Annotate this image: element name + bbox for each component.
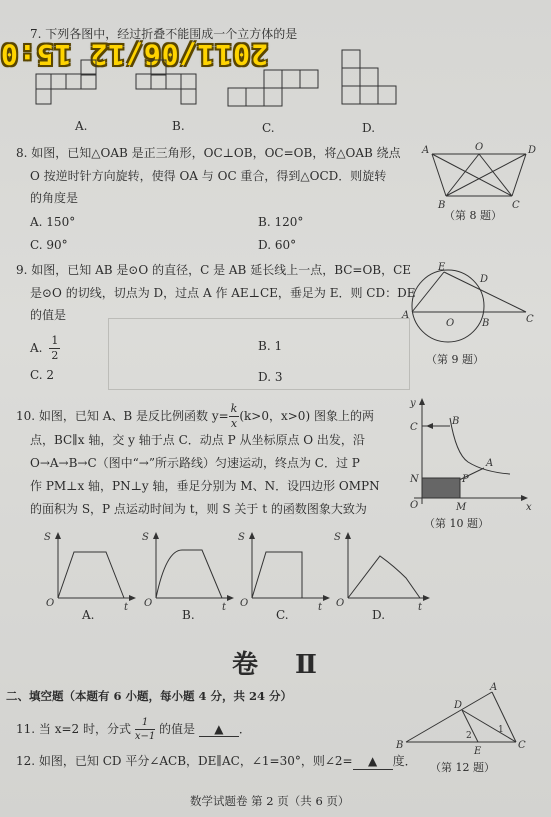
q9-option-a: A. $\frac{1}{2}$ bbox=[30, 334, 59, 362]
q9-label-c: C bbox=[526, 314, 534, 325]
q7-net-a bbox=[36, 60, 126, 108]
q10-fig-label-o: O bbox=[410, 500, 419, 511]
q8-stem-line1: 8. 如图，已知△OAB 是正三角形，OC⊥OB，OC=OB，将△OAB 绕点 bbox=[16, 146, 401, 160]
svg-text:t: t bbox=[318, 602, 323, 613]
q9-stem-line1: 9. 如图，已知 AB 是⊙O 的直径，C 是 AB 延长线上一点，BC=OB，CE bbox=[16, 263, 412, 277]
q8-option-c: C. 90° bbox=[30, 238, 68, 252]
svg-text:S: S bbox=[44, 532, 51, 543]
q10-fig-label-b: B bbox=[452, 416, 460, 427]
q12-figure bbox=[392, 684, 532, 756]
q10-fig-label-y: y bbox=[410, 398, 416, 409]
q10-graph-b bbox=[142, 530, 234, 613]
q8-stem-line2: O 按逆时针方向旋转，使得 OA 与 OC 重合，得到△OCD．则旋转 bbox=[30, 169, 387, 183]
q10-frac-den: x bbox=[230, 417, 238, 430]
q9-option-c: C. 2 bbox=[30, 368, 55, 382]
q12-caption: （第 12 题） bbox=[430, 761, 495, 774]
page-footer: 数学试题卷 第 2 页（共 6 页） bbox=[190, 794, 350, 808]
date-timestamp: 2011/06/12 15:0 bbox=[0, 38, 268, 71]
q10-fig-label-a: A bbox=[486, 458, 494, 469]
q10-graph-a bbox=[44, 530, 136, 613]
svg-text:S: S bbox=[238, 532, 245, 543]
q12-answer-blank[interactable]: ▲ bbox=[353, 753, 393, 770]
q11-frac-num: 1 bbox=[135, 716, 155, 730]
q12-label-c: C bbox=[518, 740, 526, 751]
q10-option-d: D. bbox=[372, 608, 386, 622]
q7-option-d: D. bbox=[362, 121, 376, 135]
q9-figure bbox=[402, 262, 538, 344]
q10-fig-label-m: M bbox=[456, 502, 467, 513]
q9-stem-line3: 的值是 bbox=[30, 308, 67, 322]
q9-label-o: O bbox=[446, 318, 455, 329]
svg-text:t: t bbox=[418, 602, 423, 613]
q10-stem-line5: 的面积为 S，P 点运动时间为 t，则 S 关于 t 的函数图象大致为 bbox=[30, 502, 367, 516]
q9-stem-line2: 是⊙O 的切线，切点为 D，过点 A 作 AE⊥CE，垂足为 E．则 CD：DE bbox=[30, 286, 416, 300]
q7-stem: 7. 下列各图中，经过折叠不能围成一个立方体的是 bbox=[30, 27, 298, 41]
section-heading: 二、填空题（本题有 6 小题，每小题 4 分，共 24 分） bbox=[6, 689, 293, 703]
q8-label-b: B bbox=[438, 200, 446, 211]
svg-text:O: O bbox=[336, 598, 345, 609]
q10-fig-label-c: C bbox=[410, 422, 418, 433]
q8-caption: （第 8 题） bbox=[444, 209, 502, 222]
q10-stem-line3: O→A→B→C（图中“→”所示路线）匀速运动，终点为 C．过 P bbox=[30, 456, 360, 470]
q8-label-a: A bbox=[422, 145, 430, 156]
q12-label-2: 2 bbox=[466, 731, 472, 741]
q8-option-b: B. 120° bbox=[258, 215, 304, 229]
q12-label-d: D bbox=[454, 700, 463, 711]
q10-caption: （第 10 题） bbox=[424, 517, 489, 530]
q9-option-a-num: 1 bbox=[51, 334, 59, 347]
q10-figure bbox=[406, 394, 536, 514]
svg-text:t: t bbox=[124, 602, 129, 613]
q9-option-d: D. 3 bbox=[258, 370, 283, 384]
q7-option-c: C. bbox=[262, 121, 275, 135]
q7-option-a: A. bbox=[75, 119, 88, 133]
q11-frac-den: x−1 bbox=[134, 731, 156, 742]
q10-graph-c bbox=[238, 530, 330, 613]
q7-net-c bbox=[228, 70, 323, 110]
q10-fig-label-x: x bbox=[526, 502, 532, 513]
q7-option-b: B. bbox=[172, 119, 185, 133]
q8-stem-line3: 的角度是 bbox=[30, 191, 79, 205]
q8-label-c: C bbox=[512, 200, 520, 211]
svg-text:S: S bbox=[334, 532, 341, 543]
q10-frac-num: k bbox=[230, 402, 238, 415]
q10-option-b: B. bbox=[182, 608, 195, 622]
q9-caption: （第 9 题） bbox=[426, 353, 484, 366]
q10-stem-line1: 10. 如图，已知 A、B 是反比例函数 y= $\frac{k}{x}$ (k>0，x>0) 图象上的两 bbox=[16, 402, 374, 430]
q12-label-1: 1 bbox=[498, 725, 504, 735]
svg-text:O: O bbox=[144, 598, 153, 609]
svg-text:O: O bbox=[240, 598, 249, 609]
q10-stem-line2: 点，BC∥x 轴，交 y 轴于点 C．动点 P 从坐标原点 O 出发，沿 bbox=[30, 433, 365, 447]
q7-net-d bbox=[342, 50, 402, 110]
q9-label-e: E bbox=[438, 262, 446, 273]
q9-label-d: D bbox=[480, 274, 489, 285]
q8-label-d: D bbox=[528, 145, 537, 156]
q12-label-b: B bbox=[396, 740, 404, 751]
q12-stem: 12. 如图，已知 CD 平分∠ACB，DE∥AC，∠1=30°，则∠2= ▲ 度． bbox=[16, 754, 417, 768]
q12-label-e: E bbox=[474, 746, 482, 757]
q9-label-b: B bbox=[482, 318, 490, 329]
q9-option-a-den: 2 bbox=[51, 349, 59, 362]
q9-option-b: B. 1 bbox=[258, 339, 283, 353]
q10-stem-line4: 作 PM⊥x 轴，PN⊥y 轴，垂足分别为 M、N．设四边形 OMPN bbox=[30, 479, 380, 493]
q12-label-a: A bbox=[490, 682, 498, 693]
q8-figure bbox=[420, 140, 540, 212]
q8-option-a: A. 150° bbox=[30, 215, 76, 229]
q10-graph-d bbox=[334, 530, 432, 613]
q9-label-a: A bbox=[402, 310, 410, 321]
q7-net-b bbox=[136, 60, 226, 108]
q10-option-c: C. bbox=[276, 608, 289, 622]
svg-text:t: t bbox=[222, 602, 227, 613]
part-title: 卷 Ⅱ bbox=[232, 650, 331, 680]
q8-label-o: O bbox=[475, 142, 484, 153]
q10-fig-label-p: P bbox=[462, 474, 469, 485]
svg-text:S: S bbox=[142, 532, 149, 543]
q8-option-d: D. 60° bbox=[258, 238, 297, 252]
svg-text:O: O bbox=[46, 598, 55, 609]
q11-answer-blank[interactable]: ▲ bbox=[199, 723, 239, 737]
q10-option-a: A. bbox=[82, 608, 95, 622]
q11-stem: 11. 当 x=2 时，分式 $\frac{1}{x-1}$ 的值是 ▲ ． bbox=[16, 717, 251, 742]
q10-fig-label-n: N bbox=[410, 474, 419, 485]
